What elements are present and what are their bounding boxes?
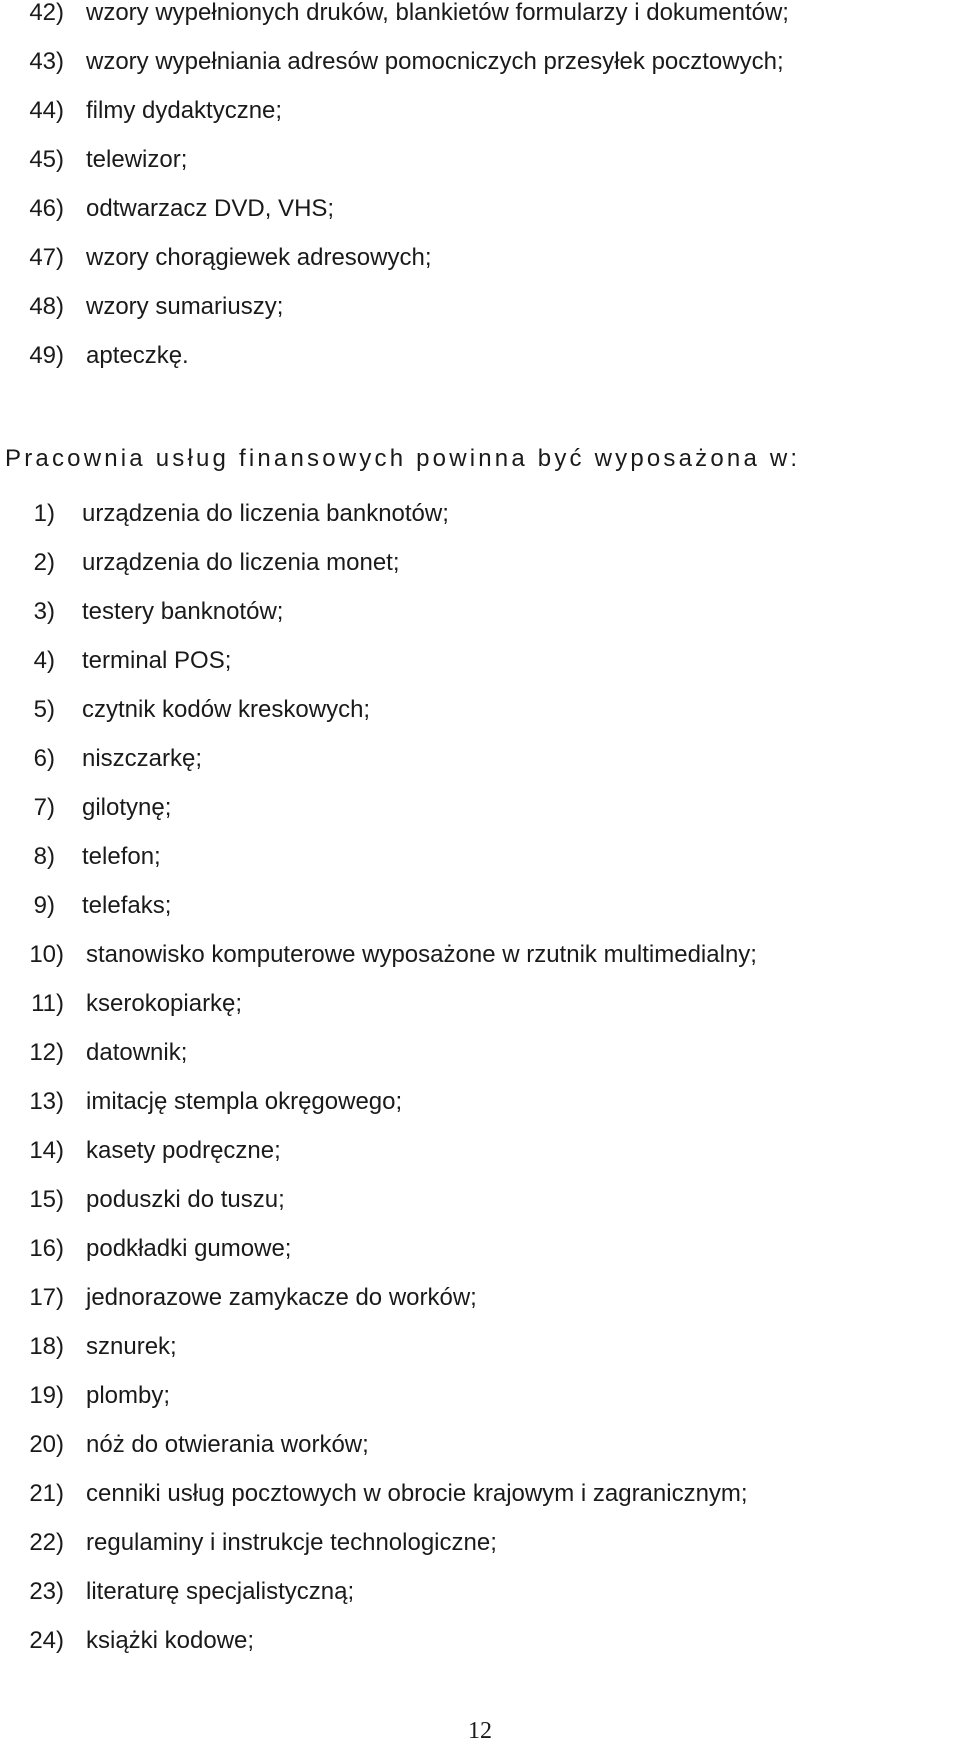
item-text: regulaminy i instrukcje technologiczne; <box>86 1528 497 1556</box>
item-number: 5) <box>33 695 55 723</box>
list-item <box>0 1616 757 1665</box>
list-item <box>0 1273 757 1322</box>
list-item <box>0 184 789 233</box>
item-text: datownik; <box>86 1038 188 1066</box>
item-text: cenniki usług pocztowych w obrocie krajowym i zagranicznym; <box>86 1479 748 1507</box>
item-text: urządzenia do liczenia banknotów; <box>82 499 449 527</box>
item-number: 13) <box>29 1087 64 1115</box>
item-number: 49) <box>29 341 64 369</box>
item-number: 7) <box>33 793 55 821</box>
list-item <box>0 685 757 734</box>
item-text: podkładki gumowe; <box>86 1234 292 1262</box>
item-number: 12) <box>29 1038 64 1066</box>
item-number: 11) <box>31 989 64 1017</box>
section-heading: Pracownia usług finansowych powinna być wyposażona w: <box>5 445 801 472</box>
item-number: 43) <box>29 47 64 75</box>
item-number: 23) <box>29 1577 64 1605</box>
item-text: odtwarzacz DVD, VHS; <box>86 194 335 222</box>
item-number: 19) <box>29 1381 64 1409</box>
item-text: telefaks; <box>82 891 172 919</box>
item-number: 48) <box>29 292 64 320</box>
list-item <box>0 1518 757 1567</box>
item-text: terminal POS; <box>82 646 232 674</box>
item-number: 17) <box>29 1283 64 1311</box>
item-text: książki kodowe; <box>86 1626 255 1654</box>
list-item <box>0 832 757 881</box>
item-number: 18) <box>29 1332 64 1360</box>
list-item <box>0 1469 757 1518</box>
list-item <box>0 1567 757 1616</box>
item-number: 46) <box>29 194 64 222</box>
item-text: plomby; <box>86 1381 171 1409</box>
item-number: 24) <box>29 1626 64 1654</box>
item-number: 21) <box>29 1479 64 1507</box>
item-number: 16) <box>29 1234 64 1262</box>
item-text: urządzenia do liczenia monet; <box>82 548 400 576</box>
item-number: 22) <box>29 1528 64 1556</box>
item-number: 3) <box>33 597 55 625</box>
item-number: 20) <box>29 1430 64 1458</box>
item-text: wzory wypełniania adresów pomocniczych przesyłek pocztowych; <box>86 47 784 75</box>
item-number: 2) <box>33 548 55 576</box>
item-text: testery banknotów; <box>82 597 284 625</box>
page-number: 12 <box>468 1718 492 1744</box>
item-text: poduszki do tuszu; <box>86 1185 285 1213</box>
list-item <box>0 930 757 979</box>
item-number: 42) <box>29 0 64 26</box>
item-text: filmy dydaktyczne; <box>86 96 283 124</box>
list-item <box>0 1077 757 1126</box>
list-item <box>0 135 789 184</box>
item-text: apteczkę. <box>86 341 189 369</box>
item-text: kasety podręczne; <box>86 1136 281 1164</box>
list-item <box>0 489 757 538</box>
item-text: sznurek; <box>86 1332 177 1360</box>
item-text: jednorazowe zamykacze do worków; <box>86 1283 477 1311</box>
item-text: wzory sumariuszy; <box>86 292 284 320</box>
list-item <box>0 881 757 930</box>
item-text: stanowisko komputerowe wyposażone w rzutnik multimedialny; <box>86 940 757 968</box>
list-item <box>0 1028 757 1077</box>
item-text: wzory chorągiewek adresowych; <box>86 243 432 271</box>
list-item <box>0 1322 757 1371</box>
item-number: 44) <box>29 96 64 124</box>
list-item <box>0 1224 757 1273</box>
list-item <box>0 587 757 636</box>
list-item <box>0 1371 757 1420</box>
item-number: 1) <box>33 499 55 527</box>
list-item <box>0 1420 757 1469</box>
list-item <box>0 86 789 135</box>
item-number: 4) <box>33 646 55 674</box>
item-number: 8) <box>33 842 55 870</box>
list-item <box>0 331 789 380</box>
item-text: wzory wypełnionych druków, blankietów formularzy i dokumentów; <box>86 0 789 26</box>
list-item <box>0 1126 757 1175</box>
item-text: literaturę specjalistyczną; <box>86 1577 355 1605</box>
equipment-list-continued <box>0 0 789 380</box>
item-text: niszczarkę; <box>82 744 203 772</box>
list-item <box>0 783 757 832</box>
list-item <box>0 734 757 783</box>
list-item <box>0 979 757 1028</box>
list-item <box>0 37 789 86</box>
item-number: 47) <box>29 243 64 271</box>
item-number: 6) <box>33 744 55 772</box>
list-item <box>0 282 789 331</box>
item-text: czytnik kodów kreskowych; <box>82 695 371 723</box>
list-item <box>0 233 789 282</box>
list-item <box>0 538 757 587</box>
item-text: nóż do otwierania worków; <box>86 1430 369 1458</box>
list-item <box>0 1175 757 1224</box>
item-text: gilotynę; <box>82 793 172 821</box>
item-text: imitację stempla okręgowego; <box>86 1087 403 1115</box>
finance-equipment-list <box>0 489 757 1665</box>
item-number: 9) <box>33 891 55 919</box>
item-number: 14) <box>29 1136 64 1164</box>
item-text: telewizor; <box>86 145 188 173</box>
item-number: 45) <box>29 145 64 173</box>
item-text: kserokopiarkę; <box>86 989 243 1017</box>
list-item <box>0 0 789 37</box>
item-number: 15) <box>29 1185 64 1213</box>
item-text: telefon; <box>82 842 161 870</box>
list-item <box>0 636 757 685</box>
item-number: 10) <box>29 940 64 968</box>
